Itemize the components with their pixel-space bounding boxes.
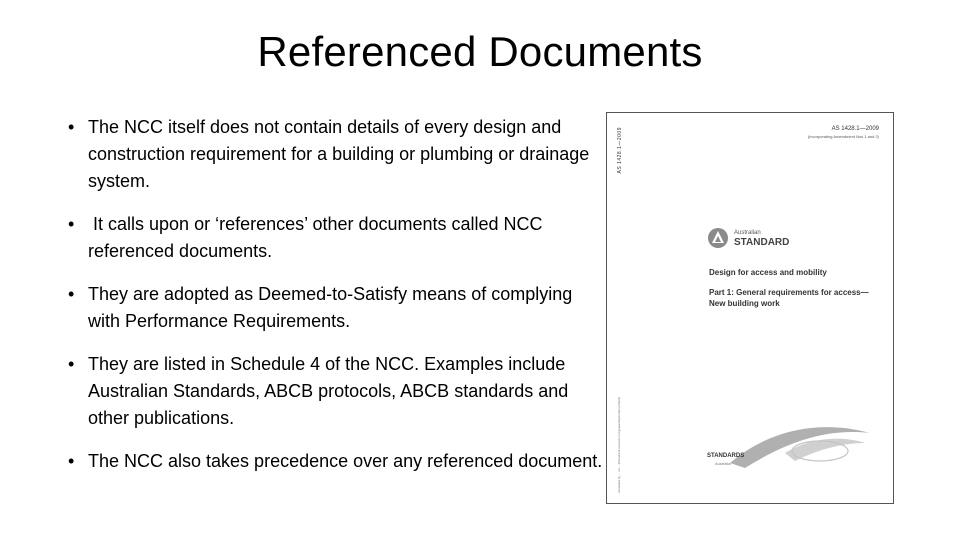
bullet-marker: • [68,117,75,137]
cover-subtitle: Part 1: General requirements for access—New building work [709,288,869,308]
bullet-text: They are adopted as Deemed-to-Satisfy means of complying with Performance Requirements. [88,284,573,331]
bullet-text: It calls upon or ‘references’ other documents called NCC referenced documents. [88,214,548,261]
bullet-item [68,211,608,265]
publisher-small-text: Australia [715,461,731,466]
bullet-item [68,351,608,432]
publisher-brand [707,453,744,467]
cover-title: Design for access and mobility [709,268,827,277]
cover-side-code: AS 1428.1—2009 [617,127,623,174]
brand-small-text: Australian [734,230,761,236]
bullet-marker: • [68,354,75,374]
standard-number-text: AS 1428.1—2009 [831,126,879,132]
cover-standard-number [808,125,879,141]
bullet-item [68,448,608,475]
bullet-marker: • [68,451,75,471]
australian-standard-logo-icon [707,227,729,249]
brand-big-text: STANDARD [734,237,790,248]
bullet-text: The NCC itself does not contain details of every design and construction requirement for a building or plumbing or drainage system. [88,117,590,191]
cover-swoosh-graphic [725,413,875,473]
publisher-big-text: STANDARDS [707,453,745,459]
standard-document-cover [606,112,894,504]
cover-brand [734,229,789,247]
cover-side-note: Accessed by ... on ... (Document currency not guaranteed when printed) [617,397,621,493]
bullet-marker: • [68,214,75,234]
bullet-item [68,114,608,195]
bullet-marker: • [68,284,75,304]
slide-title: Referenced Documents [257,28,703,75]
bullet-text: The NCC also takes precedence over any referenced document. [88,451,603,471]
standard-subnote: (Incorporating Amendment Nos 1 and 2) [807,134,879,139]
bullet-item [68,281,608,335]
bullet-list [68,114,608,491]
bullet-text: They are listed in Schedule 4 of the NCC. Examples include Australian Standards, ABCB protocols, ABCB standards and other publications. [88,354,569,428]
